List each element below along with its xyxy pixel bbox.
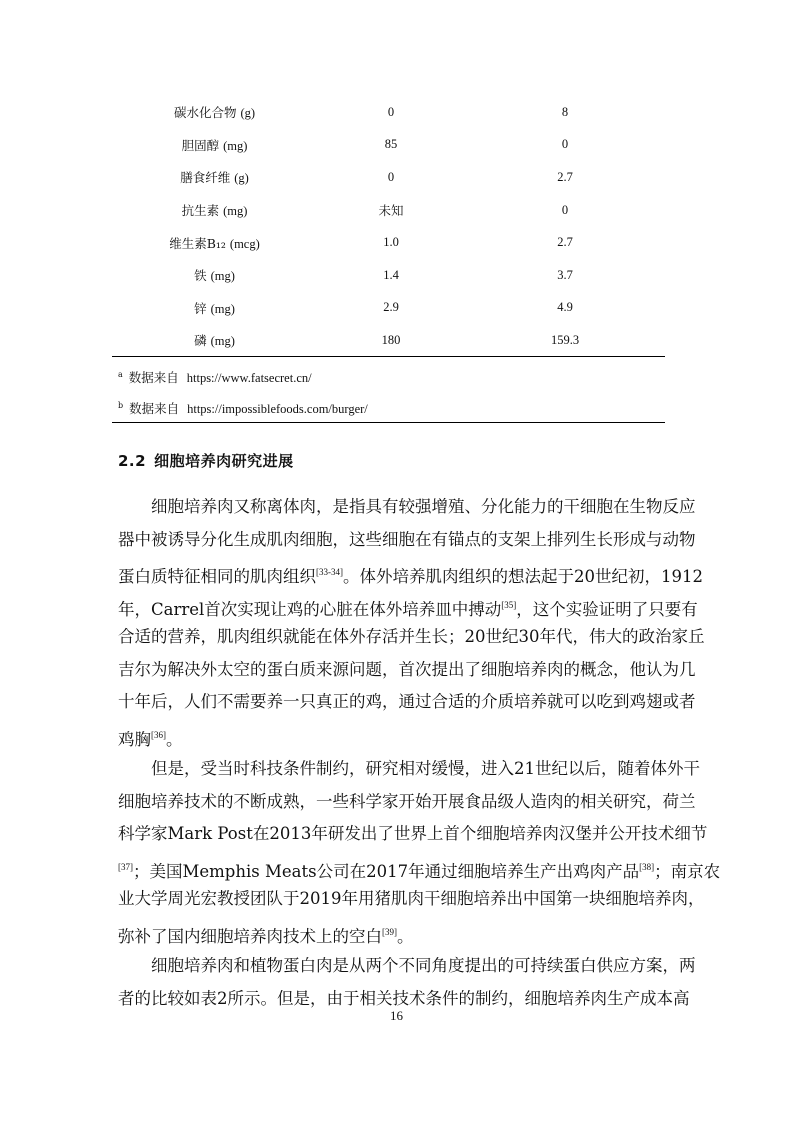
table-row (112, 161, 665, 194)
section-title: 细胞培养肉研究进展 (154, 452, 294, 470)
nutrient-name: 抗生素 (181, 203, 220, 219)
table-note-a (118, 367, 312, 386)
citation-ref: [38] (639, 861, 655, 872)
citation-ref: [35] (501, 599, 517, 610)
paragraph-2 (118, 753, 721, 948)
note-url: https://impossiblefoods.com/burger/ (187, 402, 368, 416)
paragraph-1 (118, 491, 705, 751)
citation-ref: [33-34] (316, 567, 343, 577)
text-run: ；南京农 (654, 861, 721, 881)
text-run: 。 (166, 729, 183, 749)
note-mark: b (118, 401, 124, 410)
text-run: 合适的营养，肌肉组织就能在体外存活并生长；20世纪30年代，伟大的政治家丘 (118, 627, 705, 646)
table-bottom-rule (112, 356, 665, 357)
nutrient-cell (112, 129, 317, 162)
text-line (118, 556, 703, 589)
text-line (118, 719, 674, 752)
value-b-cell: 2.7 (557, 235, 573, 250)
value-b-cell: 2.7 (557, 169, 573, 184)
nutrient-cell (112, 259, 317, 292)
nutrient-cell (112, 194, 317, 227)
text-run: 。 (397, 926, 414, 946)
text-run: 细胞培养技术的不断成熟，一些科学家开始开展食品级人造肉的相关研究，荷兰 (118, 791, 696, 811)
citation-ref: [37] (118, 861, 133, 872)
text-run: 业大学周光宏教授团队于2019年用猪肌肉干细胞培养出中国第一块细胞培养肉， (118, 889, 705, 908)
value-a-cell: 2.9 (383, 300, 399, 315)
text-run: 者的比较如表2所示。但是，由于相关技术条件的制约，细胞培养肉生产成本高 (118, 988, 690, 1008)
table-row (112, 324, 665, 357)
table-note-b (118, 398, 368, 417)
nutrient-unit: (g) (234, 171, 249, 186)
text-run: 年，Carrel首次实现让鸡的心脏在体外培养皿中搏动 (118, 599, 502, 619)
note-mark: a (118, 370, 123, 379)
text-line (118, 491, 696, 524)
nutrient-name: 碳水化合物 (173, 105, 237, 121)
text-line (118, 589, 698, 622)
nutrient-name: 磷 (194, 333, 207, 349)
text-run: 科学家Mark Post在2013年研发出了世界上首个细胞培养肉汉堡并公开技术细节 (118, 824, 708, 843)
note-label: 数据来自 (129, 401, 180, 416)
nutrient-unit: (mg) (223, 204, 248, 219)
text-line (118, 753, 700, 786)
nutrient-unit: (mg) (223, 138, 248, 153)
value-a-cell: 85 (384, 137, 398, 152)
note-url: https://www.fatsecret.cn/ (186, 371, 312, 385)
table-row (112, 259, 665, 292)
value-b-cell: 3.7 (557, 267, 573, 282)
paragraph-3 (118, 950, 696, 1015)
text-line (118, 654, 696, 687)
text-line (118, 524, 696, 557)
section-number: 2.2 (118, 452, 147, 470)
text-run: 弥补了国内细胞培养肉技术上的空白 (118, 926, 382, 946)
nutrient-name: 锌 (194, 300, 207, 316)
text-line (118, 916, 674, 949)
text-line (118, 621, 705, 654)
nutrition-comparison-table (112, 96, 665, 357)
table-row (112, 96, 665, 129)
nutrient-cell (112, 161, 317, 194)
value-a-cell: 180 (381, 332, 401, 347)
table-row (112, 226, 665, 259)
nutrient-unit: (g) (240, 106, 256, 121)
nutrient-cell (112, 226, 317, 259)
table-row (112, 129, 665, 162)
value-b-cell: 4.9 (557, 300, 573, 315)
value-b-cell: 0 (561, 202, 569, 217)
text-line (118, 686, 696, 719)
nutrient-name: 铁 (194, 268, 207, 284)
page-number: 16 (390, 1008, 403, 1023)
citation-ref: [36] (151, 729, 166, 740)
text-line (118, 786, 696, 819)
text-run: 但是，受当时科技条件制约，研究相对缓慢，进入21世纪以后，随着体外干 (151, 759, 700, 778)
text-run: 蛋白质特征相同的肌肉组织 (118, 567, 316, 586)
value-a-cell: 0 (387, 169, 395, 184)
value-a-cell: 1.4 (383, 267, 399, 282)
notes-bottom-rule (112, 422, 665, 423)
nutrient-name: 胆固醇 (181, 137, 220, 153)
text-run: 十年后，人们不需要养一只真正的鸡，通过合适的介质培养就可以吃到鸡翅或者 (118, 692, 696, 711)
text-run: 鸡胸 (118, 729, 151, 749)
nutrient-name: 维生素B₁₂ (169, 235, 226, 251)
value-b-cell: 8 (561, 104, 569, 119)
table-body (112, 96, 665, 357)
value-a-cell: 0 (387, 104, 395, 119)
nutrient-unit: (mg) (210, 269, 235, 284)
text-run: 吉尔为解决外太空的蛋白质来源问题，首次提出了细胞培养肉的概念，他认为几 (118, 659, 696, 679)
nutrient-unit: (mg) (210, 301, 235, 316)
text-run: 细胞培养肉又称离体肉，是指具有较强增殖、分化能力的干细胞在生物反应 (151, 497, 696, 516)
nutrient-cell (112, 292, 317, 325)
text-line (118, 883, 705, 916)
value-a-cell: 未知 (378, 204, 404, 219)
text-line (118, 851, 721, 884)
text-run: ；美国Memphis Meats公司在2017年通过细胞培养生产出鸡肉产品 (133, 861, 640, 881)
text-line (118, 818, 708, 851)
nutrient-unit: (mg) (210, 334, 235, 349)
note-label: 数据来自 (128, 370, 179, 385)
nutrient-cell (112, 324, 317, 357)
text-run: ，这个实验证明了只要有 (516, 599, 698, 619)
table-row (112, 292, 665, 325)
nutrient-name: 膳食纤维 (180, 170, 231, 186)
table-row (112, 194, 665, 227)
nutrient-unit: (mcg) (229, 236, 260, 251)
value-b-cell: 0 (561, 137, 569, 152)
text-run: 细胞培养肉和植物蛋白肉是从两个不同角度提出的可持续蛋白供应方案，两 (151, 956, 696, 975)
value-b-cell: 159.3 (550, 332, 580, 347)
text-run: 器中被诱导分化生成肌肉细胞，这些细胞在有锚点的支架上排列生长形成与动物 (118, 529, 696, 549)
text-run: 。体外培养肌肉组织的想法起于20世纪初，1912 (343, 567, 703, 586)
section-heading (118, 450, 294, 471)
citation-ref: [39] (382, 926, 397, 937)
text-line (118, 950, 696, 983)
value-a-cell: 1.0 (383, 235, 399, 250)
nutrient-cell (112, 96, 317, 129)
